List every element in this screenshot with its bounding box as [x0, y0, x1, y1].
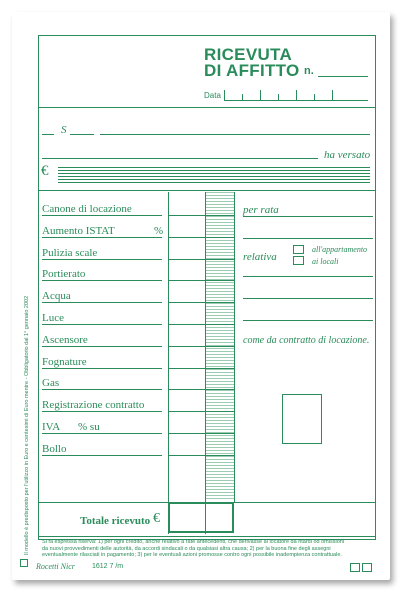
apartment-option-label: all'appartamento: [312, 245, 368, 254]
stamp-box: [282, 394, 322, 444]
payer-lead-line: [42, 134, 54, 135]
form-code: 1612 7 /m: [92, 563, 124, 570]
column-divider-3: [234, 192, 235, 502]
relativa-label: relativa: [243, 251, 277, 263]
payer-address-field[interactable]: [42, 158, 318, 159]
item-label: Luce: [42, 312, 64, 324]
item-underline: [42, 368, 162, 369]
item-suffix: %: [154, 225, 164, 237]
item-label: Aumento ISTAT: [42, 225, 115, 237]
item-amount-field[interactable]: [169, 346, 234, 347]
item-underline: [42, 346, 162, 347]
number-field[interactable]: [318, 76, 368, 77]
right-rule-2: [243, 276, 373, 277]
item-underline: [42, 280, 162, 281]
item-suffix: % su: [78, 421, 100, 433]
item-label: IVA: [42, 421, 61, 433]
total-label: Totale ricevuto: [80, 515, 151, 527]
payer-name-field[interactable]: [100, 134, 370, 135]
item-underline: [42, 324, 162, 325]
item-amount-field[interactable]: [169, 368, 234, 369]
apartment-checkbox[interactable]: [293, 245, 304, 254]
item-underline: [42, 389, 162, 390]
payer-short-line: [70, 134, 94, 135]
item-label: Fognature: [42, 356, 87, 368]
right-rule-1: [243, 238, 373, 239]
item-amount-field[interactable]: [169, 280, 234, 281]
brand-logo: Rocetti Nicr: [36, 562, 75, 571]
item-amount-field[interactable]: [169, 215, 234, 216]
item-amount-field[interactable]: [169, 302, 234, 303]
title-line-1: RICEVUTA: [204, 45, 293, 64]
per-rata-label: per rata: [243, 204, 279, 216]
right-rule-4: [243, 320, 373, 321]
corner-box-1: [350, 563, 360, 572]
column-divider-1: [168, 192, 169, 534]
item-amount-field[interactable]: [169, 433, 234, 434]
item-underline: [42, 215, 162, 216]
date-field[interactable]: [224, 88, 368, 101]
item-label: Acqua: [42, 290, 71, 302]
item-amount-field[interactable]: [169, 411, 234, 412]
footer-note: [42, 539, 374, 559]
item-underline: [42, 433, 162, 434]
item-underline: [42, 302, 162, 303]
corner-box-2: [362, 563, 372, 572]
number-label: n.: [304, 65, 314, 77]
salutation-label: S: [61, 124, 67, 136]
per-rata-field[interactable]: [243, 216, 373, 217]
total-amount-box[interactable]: [168, 502, 234, 533]
date-label: Data: [204, 91, 221, 100]
footer-divider: [38, 536, 376, 537]
recycle-mark: [20, 559, 28, 567]
footer-note-line-1: Si fa espressa riserva: 1) per ogni credito, anche relativo a rate antecedenti, che derivasse al locatore da ritardi od omissioni: [42, 539, 345, 545]
item-label: Ascensore: [42, 334, 88, 346]
item-label: Gas: [42, 377, 60, 389]
header-divider: [38, 107, 376, 108]
paid-label: ha versato: [324, 149, 371, 161]
item-label: Registrazione contratto: [42, 399, 145, 411]
euro-symbol: €: [41, 163, 49, 179]
item-underline: [42, 411, 162, 412]
item-label: Portierato: [42, 268, 86, 280]
item-amount-field[interactable]: [169, 259, 234, 260]
footer-note-line-3: eventualmente rilasciati in pagamento; 3) per le eventuali azioni promosse contro ogni possibile inadempienza contrattuale.: [42, 552, 342, 558]
item-label: Canone di locazione: [42, 203, 132, 215]
item-underline: [42, 455, 162, 456]
item-amount-field[interactable]: [169, 237, 234, 238]
item-amount-field[interactable]: [169, 324, 234, 325]
total-euro-symbol: €: [153, 511, 160, 526]
right-rule-3: [243, 298, 373, 299]
premises-checkbox[interactable]: [293, 256, 304, 265]
premises-option-label: ai locali: [312, 257, 339, 266]
item-label: Pulizia scale: [42, 247, 98, 259]
item-amount-field[interactable]: [169, 389, 234, 390]
item-amount-field[interactable]: [169, 455, 234, 456]
item-underline: [42, 259, 162, 260]
title-line-2: DI AFFITTO: [204, 61, 300, 80]
side-vertical-note: Il modello è predisposto per l'utilizzo in Euro e centesimi di Euro mentre - Obbligatorio dal 1° gennaio 2002: [24, 295, 30, 555]
amount-in-words-field[interactable]: [58, 167, 370, 183]
item-label: Bollo: [42, 443, 67, 455]
footer-note-line-2: da nuovi provvedimenti delle autorità, da accordi sindacali o da qualsiasi altra causa; 2) per la buona fine degli assegni: [42, 545, 331, 552]
payer-divider: [38, 190, 376, 191]
item-underline: [42, 237, 162, 238]
contract-reference-label: come da contratto di locazione.: [243, 335, 370, 346]
